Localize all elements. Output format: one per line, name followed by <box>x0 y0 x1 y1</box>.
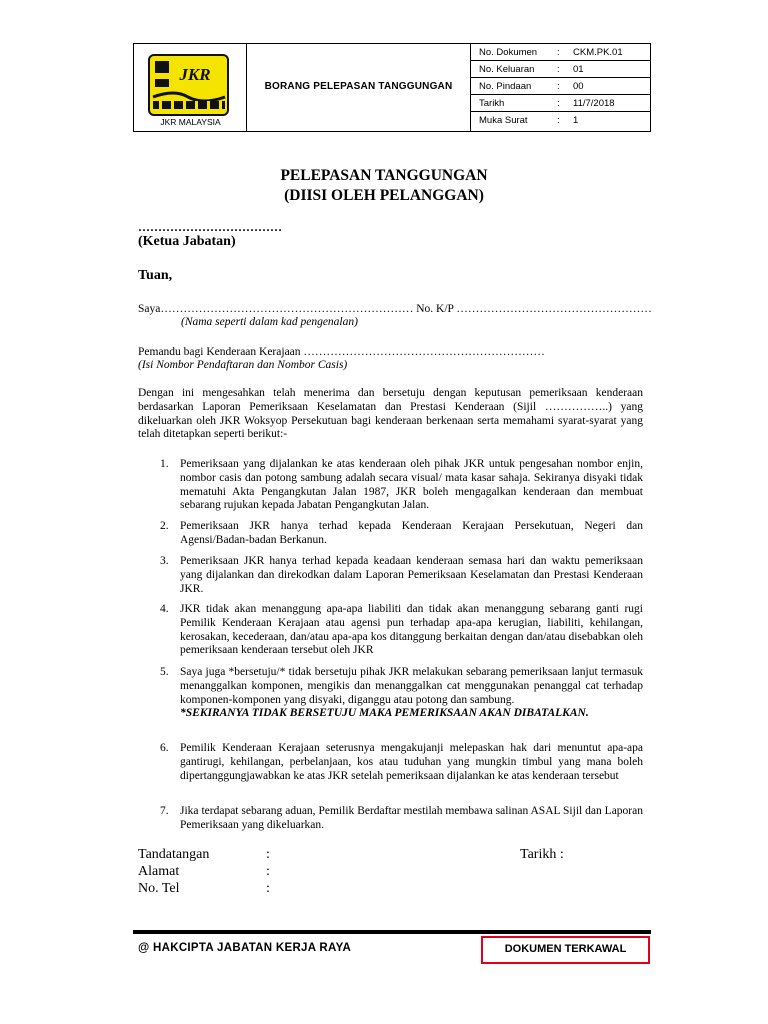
jkr-logo <box>145 53 232 120</box>
meta-row: No. Pindaan : 00 <box>471 78 650 95</box>
condition-number: 2. <box>160 520 169 532</box>
addressee-label: (Ketua Jabatan) <box>138 234 236 249</box>
condition-number: 7. <box>160 805 169 817</box>
condition-text: Pemeriksaan JKR hanya terhad kepada Kenderaan Kerajaan Persekutuan, Negeri dan Agensi/Badan-badan Berkanun. <box>180 520 643 546</box>
logo-caption: JKR MALAYSIA <box>160 117 221 127</box>
salutation: Tuan, <box>138 268 173 283</box>
meta-row: Tarikh : 11/7/2018 <box>471 95 650 112</box>
meta-value: 11/7/2018 <box>573 98 615 109</box>
condition-number: 6. <box>160 742 169 754</box>
condition-text: Jika terdapat sebarang aduan, Pemilik Berdaftar mestilah membawa salinan ASAL Sijil dan Laporan Pemeriksaan yang dikeluarkan. <box>180 805 643 831</box>
meta-value: 01 <box>573 64 584 75</box>
condition-text: JKR tidak akan menanggung apa-apa liabiliti dan tidak akan menanggung sebarang ganti rugi Pemilik Kenderaan Kerajaan atau agensi pun terhadap apa-apa kerugian, liabiliti, kehilangan, kerosakan, kecederaan, dan/atau apa-apa kos ditanggung berkaitan dengan dan/atau disebabkan oleh pemeriksaan kenderaan tersebut oleh JKR <box>180 603 643 657</box>
footer-divider <box>133 930 651 934</box>
intro-paragraph: Dengan ini mengesahkan telah menerima dan bersetuju dengan keputusan pemeriksaan kenderaan berdasarkan Laporan Pemeriksaan Keselamatan dan Prestasi Kenderaan (Sijil ……………..) yang dikeluarkan oleh JKR Woksyop Persekutuan bagi kenderaan berkenaan serta memahami syarat-syarat yang telah ditetapkan seperti berikut:- <box>138 387 643 441</box>
form-name-cell <box>247 44 471 131</box>
meta-value: 00 <box>573 81 584 92</box>
date-label: Tarikh : <box>520 847 564 862</box>
condition-number: 5. <box>160 666 169 678</box>
vehicle-hint: (Isi Nombor Pendaftaran dan Nombor Casis) <box>138 359 348 371</box>
condition-item <box>160 603 643 659</box>
meta-value: 1 <box>573 115 579 126</box>
vehicle-field: Pemandu bagi Kenderaan Kerajaan ……………………………………………………… <box>138 346 545 358</box>
condition-text: Pemeriksaan yang dijalankan ke atas kenderaan oleh pihak JKR untuk pengesahan nombor enjin, nombor casis dan potong sambung adalah secara visual/ mata kasar sahaja. Sekiranya disyaki tidak mematuhi Akta Pengangkutan Jalan 1987, JKR boleh mengagalkan kenderaan dan membuat sebarang rujukan kepada Jabatan Pengangkutan Jalan. <box>180 458 643 512</box>
condition-item <box>160 805 643 833</box>
name-hint: (Nama seperti dalam kad pengenalan) <box>181 316 358 328</box>
condition-item <box>160 666 643 736</box>
logo-cell <box>134 44 247 131</box>
meta-key: No. Keluaran <box>479 64 535 75</box>
condition-number: 1. <box>160 458 169 470</box>
condition-item <box>160 458 643 514</box>
name-ic-field: Saya………………………………………………………… No. K/P …………………………………………… <box>138 303 652 315</box>
meta-key: No. Dokumen <box>479 47 538 58</box>
page-title: PELEPASAN TANGGUNGAN <box>280 167 488 184</box>
meta-key: No. Pindaan <box>479 81 532 92</box>
condition-item <box>160 520 643 548</box>
meta-row: No. Dokumen : CKM.PK.01 <box>471 44 650 61</box>
meta-key: Tarikh <box>479 98 505 109</box>
meta-key: Muka Surat <box>479 115 528 126</box>
controlled-document-stamp: DOKUMEN TERKAWAL <box>481 936 650 964</box>
document-header-table <box>133 43 651 132</box>
condition-item <box>160 555 643 597</box>
form-name: BORANG PELEPASAN TANGGUNGAN <box>264 81 453 92</box>
addressee-dots: ……………………………… <box>138 220 282 234</box>
address-label: Alamat <box>138 864 180 879</box>
condition-number: 3. <box>160 555 169 567</box>
condition-item <box>160 742 643 798</box>
phone-label: No. Tel <box>138 881 180 896</box>
meta-row: No. Keluaran : 01 <box>471 61 650 78</box>
condition-text: Saya juga *bersetuju/* tidak bersetuju pihak JKR melakukan sebarang pemeriksaan lanjut termasuk menanggalkan komponen, mengikis dan menanggalkan cat menggunakan penanggal cat terhadap komponen-komponen yang disyaki, diganggu atau potong dan sambung. *SEKIRANYA TIDAK BERSETUJU MAKA PEMERIKSAAN AKAN DIBATALKAN. <box>180 666 643 720</box>
signature-label: Tandatangan <box>138 847 210 862</box>
meta-row: Muka Surat : 1 <box>479 115 579 126</box>
condition-text: Pemilik Kenderaan Kerajaan seterusnya mengakujanji melepaskan hak dari menuntut apa-apa gantirugi, kehilangan, perbelanjaan, kos atau tuduhan yang mungkin timbul yang mana boleh dipertanggungjawabkan ke atas JKR setelah pemeriksaan dijalankan ke atas kenderaan tersebut <box>180 742 643 782</box>
copyright-text: @ HAKCIPTA JABATAN KERJA RAYA <box>138 942 352 954</box>
condition-number: 4. <box>160 603 169 615</box>
svg-text:JKR: JKR <box>179 65 211 84</box>
condition-warning: *SEKIRANYA TIDAK BERSETUJU MAKA PEMERIKSAAN AKAN DIBATALKAN. <box>180 707 589 720</box>
condition-text: Pemeriksaan JKR hanya terhad kepada keadaan kenderaan semasa hari dan waktu pemeriksaan yang dijalankan dan direkodkan dalam Laporan Pemeriksaan Keselamatan dan Prestasi Kenderaan JKR. <box>180 555 643 595</box>
document-meta <box>471 44 650 131</box>
page-subtitle: (DIISI OLEH PELANGGAN) <box>284 187 484 204</box>
meta-value: CKM.PK.01 <box>573 47 623 58</box>
